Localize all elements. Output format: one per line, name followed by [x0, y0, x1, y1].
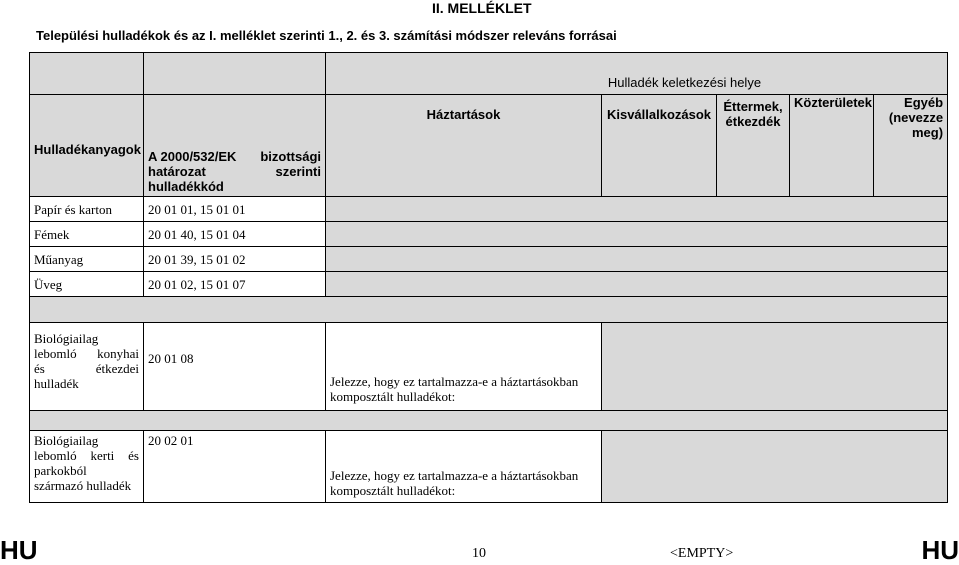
material-cell — [30, 431, 144, 503]
table-row — [30, 197, 948, 222]
col-header-code-line2-right: szerinti — [275, 164, 321, 179]
material-cell: Papír és karton — [30, 197, 144, 222]
waste-code-cell: 20 01 39, 15 01 02 — [144, 247, 326, 272]
waste-code-cell: 20 01 40, 15 01 04 — [144, 222, 326, 247]
col-header-small-business — [602, 95, 717, 197]
waste-code-cell: 20 01 08 — [144, 323, 326, 411]
table-row — [30, 222, 948, 247]
header-blank-cell — [30, 53, 144, 95]
waste-code-cell: 20 01 01, 15 01 01 — [144, 197, 326, 222]
waste-sources-table — [29, 52, 948, 503]
table-row — [30, 323, 948, 411]
col-header-restaurants — [717, 95, 790, 197]
material-line: Biológiailag — [34, 433, 99, 448]
table-row — [30, 247, 948, 272]
col-header-other — [874, 95, 948, 197]
empty-placeholder-tag: <EMPTY> — [670, 546, 734, 561]
material-line: származó hulladék — [34, 478, 132, 493]
material-cell: Műanyag — [30, 247, 144, 272]
shaded-cell — [30, 411, 948, 431]
waste-code-cell: 20 02 01 — [144, 431, 326, 503]
header-blank-cell — [144, 53, 326, 95]
material-line: és étkezdei — [34, 361, 139, 376]
shaded-cell — [326, 222, 948, 247]
col-header-waste-label: Hulladékanyagok — [34, 142, 141, 157]
shaded-cell — [602, 431, 948, 503]
page-number: 10 — [472, 546, 486, 561]
material-cell: Fémek — [30, 222, 144, 247]
shaded-cell — [326, 197, 948, 222]
material-line: Biológiailag — [34, 331, 99, 346]
col-header-households-label: Háztartások — [426, 107, 501, 122]
table-row — [30, 431, 948, 503]
material-line: hulladék — [34, 376, 79, 391]
material-cell: Üveg — [30, 272, 144, 297]
col-header-code-line3: hulladékkód — [148, 179, 224, 194]
document-subtitle: Települési hulladékok és az I. melléklet szerinti 1., 2. és 3. számítási módszer releváns forrásai — [36, 28, 617, 43]
col-header-public-areas — [790, 95, 874, 197]
footer-language-code-left: HU — [0, 535, 38, 565]
compost-note-cell: Jelezze, hogy ez tartalmazza-e a háztartásokban komposztált hulladékot: — [326, 431, 602, 503]
source-group-header-label: Hulladék keletkezési helye — [607, 75, 762, 90]
footer-language-code-right: HU — [921, 535, 959, 565]
waste-code-cell: 20 01 02, 15 01 07 — [144, 272, 326, 297]
table-group-header-row — [30, 53, 948, 95]
material-line: lebomló konyhai — [34, 346, 139, 361]
compost-note-cell: Jelezze, hogy ez tartalmazza-e a háztartásokban komposztált hulladékot: — [326, 323, 602, 411]
col-header-code-line1-left: A 2000/532/EK — [148, 149, 237, 164]
col-header-households — [326, 95, 602, 197]
source-group-header — [326, 53, 948, 95]
material-line: lebomló kerti és — [34, 448, 139, 463]
spacer-row — [30, 411, 948, 431]
shaded-cell — [326, 272, 948, 297]
col-header-code-line1-right: bizottsági — [260, 149, 321, 164]
col-header-code — [144, 95, 326, 197]
col-header-other-label: Egyéb (nevezze meg) — [888, 95, 944, 140]
col-header-restaurants-label: Éttermek, étkezdék — [723, 99, 783, 129]
table-row — [30, 272, 948, 297]
material-cell — [30, 323, 144, 411]
material-line: parkokból — [34, 463, 87, 478]
table-column-header-row — [30, 95, 948, 197]
col-header-waste — [30, 95, 144, 197]
shaded-cell — [326, 247, 948, 272]
annex-title: II. MELLÉKLET — [432, 0, 532, 16]
shaded-cell — [30, 297, 948, 323]
col-header-small-business-label: Kisvállalkozások — [606, 107, 712, 122]
shaded-cell — [602, 323, 948, 411]
col-header-public-areas-label: Közterületek — [794, 95, 873, 110]
col-header-code-line2-left: határozat — [148, 164, 206, 179]
spacer-row — [30, 297, 948, 323]
